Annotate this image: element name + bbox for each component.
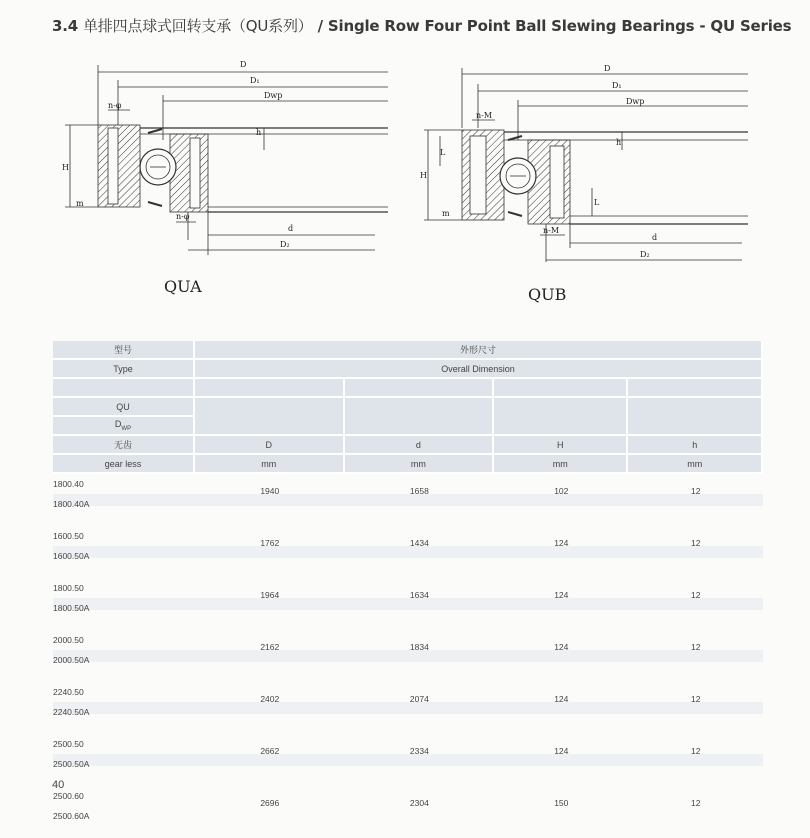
type-code: 2500.50A bbox=[53, 759, 90, 769]
table-row bbox=[53, 474, 763, 526]
qub-label-D1: D₁ bbox=[612, 81, 622, 90]
qub-label-L1: L bbox=[440, 148, 446, 157]
type-code: 2240.50A bbox=[53, 707, 90, 717]
qua-label-d: d bbox=[288, 224, 294, 233]
header-unit-D: mm bbox=[195, 455, 345, 474]
type-code: 1600.50 bbox=[53, 531, 84, 541]
qub-label-L2: L bbox=[594, 198, 600, 207]
cell-D: 2402 bbox=[195, 682, 345, 734]
cell-h: 12 bbox=[628, 474, 763, 526]
cell-d: 2304 bbox=[409, 798, 429, 808]
type-code: 2500.60 bbox=[53, 791, 84, 801]
cell-H: 124 bbox=[494, 734, 628, 786]
cell-h: 12 bbox=[628, 682, 763, 734]
cell-D: 2662 bbox=[195, 734, 345, 786]
qub-label-H: H bbox=[420, 171, 427, 180]
qua-label-D1: D₁ bbox=[250, 76, 260, 85]
header-dim-cn: 外形尺寸 bbox=[195, 341, 763, 360]
qua-label-nphi-bot: n-φ bbox=[176, 212, 190, 221]
qub-name: QUB bbox=[528, 285, 567, 304]
qua-label-H: H bbox=[62, 163, 69, 172]
qub-label-h: h bbox=[616, 138, 622, 147]
type-code: 2000.50A bbox=[53, 655, 90, 665]
table-row bbox=[53, 578, 763, 630]
qua-name: QUA bbox=[164, 277, 202, 296]
cell-D: 2696 bbox=[260, 798, 280, 808]
qua-label-m: m bbox=[76, 199, 84, 208]
header-col-D: D bbox=[195, 436, 345, 455]
header-unit-H: mm bbox=[494, 455, 628, 474]
qua-label-h: h bbox=[256, 128, 262, 137]
cell-h: 12 bbox=[628, 526, 763, 578]
type-code: 2500.60A bbox=[53, 811, 90, 821]
cell-H: 124 bbox=[494, 578, 628, 630]
header-col-H: H bbox=[494, 436, 628, 455]
header-col-d: d bbox=[345, 436, 495, 455]
header-gearless-en: gear less bbox=[53, 455, 195, 474]
table-row bbox=[53, 734, 763, 786]
header-col-h: h bbox=[628, 436, 763, 455]
cell-d: 2074 bbox=[345, 682, 495, 734]
bearing-drawings bbox=[0, 40, 810, 315]
type-code: 1800.50 bbox=[53, 583, 84, 593]
header-dwp: $D_{WP}$ bbox=[53, 417, 195, 436]
qub-label-d: d bbox=[652, 233, 658, 242]
qub-label-D2: D₂ bbox=[640, 250, 650, 259]
cell-D: 1940 bbox=[195, 474, 345, 526]
qub-drawing bbox=[424, 68, 748, 262]
qub-label-nM-bot: n-M bbox=[543, 226, 560, 235]
cell-D: 2162 bbox=[195, 630, 345, 682]
type-code: 1800.40 bbox=[53, 479, 84, 489]
qua-label-Dw: Dwp bbox=[264, 91, 283, 100]
type-code: 2000.50 bbox=[53, 635, 84, 645]
page-number: 40 bbox=[52, 779, 65, 791]
cell-h: 12 bbox=[628, 630, 763, 682]
cell-H: 150 bbox=[554, 798, 569, 808]
qua-drawing bbox=[65, 65, 388, 255]
qub-label-m: m bbox=[442, 209, 450, 218]
type-code: 1600.50A bbox=[53, 551, 90, 561]
header-unit-h: mm bbox=[628, 455, 763, 474]
cell-h: 12 bbox=[628, 578, 763, 630]
type-code: 1800.40A bbox=[53, 499, 90, 509]
table-row bbox=[53, 526, 763, 578]
header-qu: QU bbox=[53, 398, 195, 417]
cell-d: 2334 bbox=[345, 734, 495, 786]
qub-label-nM-top: n-M bbox=[476, 111, 493, 120]
qub-label-Dw: Dwp bbox=[626, 97, 645, 106]
type-code: 2500.50 bbox=[53, 739, 84, 749]
header-gearless-cn: 无齿 bbox=[53, 436, 195, 455]
cell-H: 124 bbox=[494, 526, 628, 578]
qua-label-nphi-top: n-φ bbox=[108, 101, 122, 110]
header-type-en: Type bbox=[53, 360, 195, 379]
header-dim-en: Overall Dimension bbox=[195, 360, 763, 379]
type-code: 1800.50A bbox=[53, 603, 90, 613]
cell-H: 124 bbox=[494, 682, 628, 734]
cell-d: 1658 bbox=[345, 474, 495, 526]
cell-H: 102 bbox=[494, 474, 628, 526]
type-code: 2240.50 bbox=[53, 687, 84, 697]
qua-label-D: D bbox=[240, 60, 247, 69]
cell-d: 1634 bbox=[345, 578, 495, 630]
cell-h: 12 bbox=[690, 798, 701, 808]
table-row bbox=[53, 682, 763, 734]
cell-H: 124 bbox=[494, 630, 628, 682]
cell-D: 1762 bbox=[195, 526, 345, 578]
header-type-cn: 型号 bbox=[53, 341, 195, 360]
spec-table bbox=[53, 341, 763, 838]
header-unit-d: mm bbox=[345, 455, 495, 474]
table-row bbox=[53, 786, 763, 838]
qub-label-D: D bbox=[604, 64, 611, 73]
cell-D: 1964 bbox=[195, 578, 345, 630]
cell-h: 12 bbox=[628, 734, 763, 786]
cell-d: 1434 bbox=[345, 526, 495, 578]
qua-label-D2: D₂ bbox=[280, 240, 290, 249]
table-row bbox=[53, 630, 763, 682]
page-title: 3.4 单排四点球式回转支承（QU系列） / Single Row Four Point Ball Slewing Bearings - QU Series bbox=[52, 17, 792, 35]
cell-d: 1834 bbox=[345, 630, 495, 682]
